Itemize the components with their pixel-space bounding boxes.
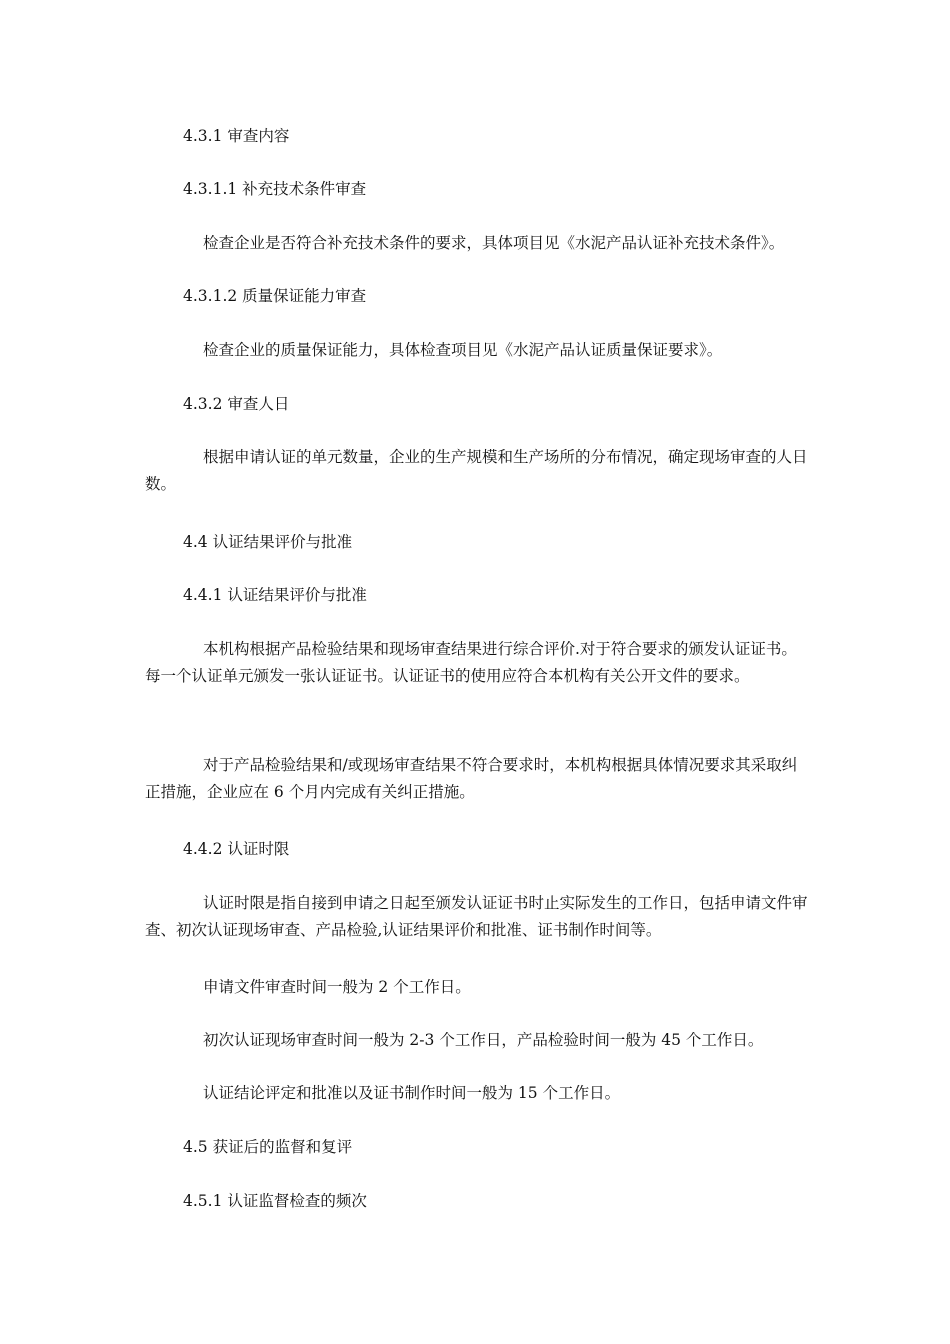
heading-4-4-2: 4.4.2 认证时限	[183, 840, 290, 858]
heading-4-4: 4.4 认证结果评价与批准	[183, 533, 353, 551]
paragraph-application-review-time: 申请文件审查时间一般为 2 个工作日。	[203, 978, 471, 996]
paragraph-quality-assurance: 检查企业的质量保证能力，具体检查项目见《水泥产品认证质量保证要求》。	[203, 341, 723, 359]
paragraph-audit-days: 根据申请认证的单元数量，企业的生产规模和生产场所的分布情况，确定现场审查的人日数。	[145, 448, 808, 493]
paragraph-approval-time: 认证结论评定和批准以及证书制作时间一般为 15 个工作日。	[203, 1084, 621, 1102]
paragraph-evaluation: 本机构根据产品检验结果和现场审查结果进行综合评价.对于符合要求的颁发认证证书。每一个认证单元颁发一张认证证书。认证证书的使用应符合本机构有关公开文件的要求。	[145, 640, 797, 685]
heading-4-3-1: 4.3.1 审查内容	[183, 127, 290, 145]
heading-4-3-1-1: 4.3.1.1 补充技术条件审查	[183, 180, 367, 198]
paragraph-technical-conditions: 检查企业是否符合补充技术条件的要求，具体项目见《水泥产品认证补充技术条件》。	[203, 234, 785, 252]
heading-4-3-2: 4.3.2 审查人日	[183, 395, 290, 413]
paragraph-initial-audit-time: 初次认证现场审查时间一般为 2-3 个工作日，产品检验时间一般为 45 个工作日。	[203, 1031, 764, 1049]
paragraph-corrective-actions: 对于产品检验结果和/或现场审查结果不符合要求时，本机构根据具体情况要求其采取纠正措施，企业应在 6 个月内完成有关纠正措施。	[145, 756, 798, 801]
heading-4-5-1: 4.5.1 认证监督检查的频次	[183, 1192, 367, 1210]
paragraph-time-limit: 认证时限是指自接到申请之日起至颁发认证证书时止实际发生的工作日，包括申请文件审查、初次认证现场审查、产品检验,认证结果评价和批准、证书制作时间等。	[145, 894, 808, 939]
heading-4-3-1-2: 4.3.1.2 质量保证能力审查	[183, 287, 367, 305]
heading-4-5: 4.5 获证后的监督和复评	[183, 1138, 353, 1156]
heading-4-4-1: 4.4.1 认证结果评价与批准	[183, 586, 367, 604]
